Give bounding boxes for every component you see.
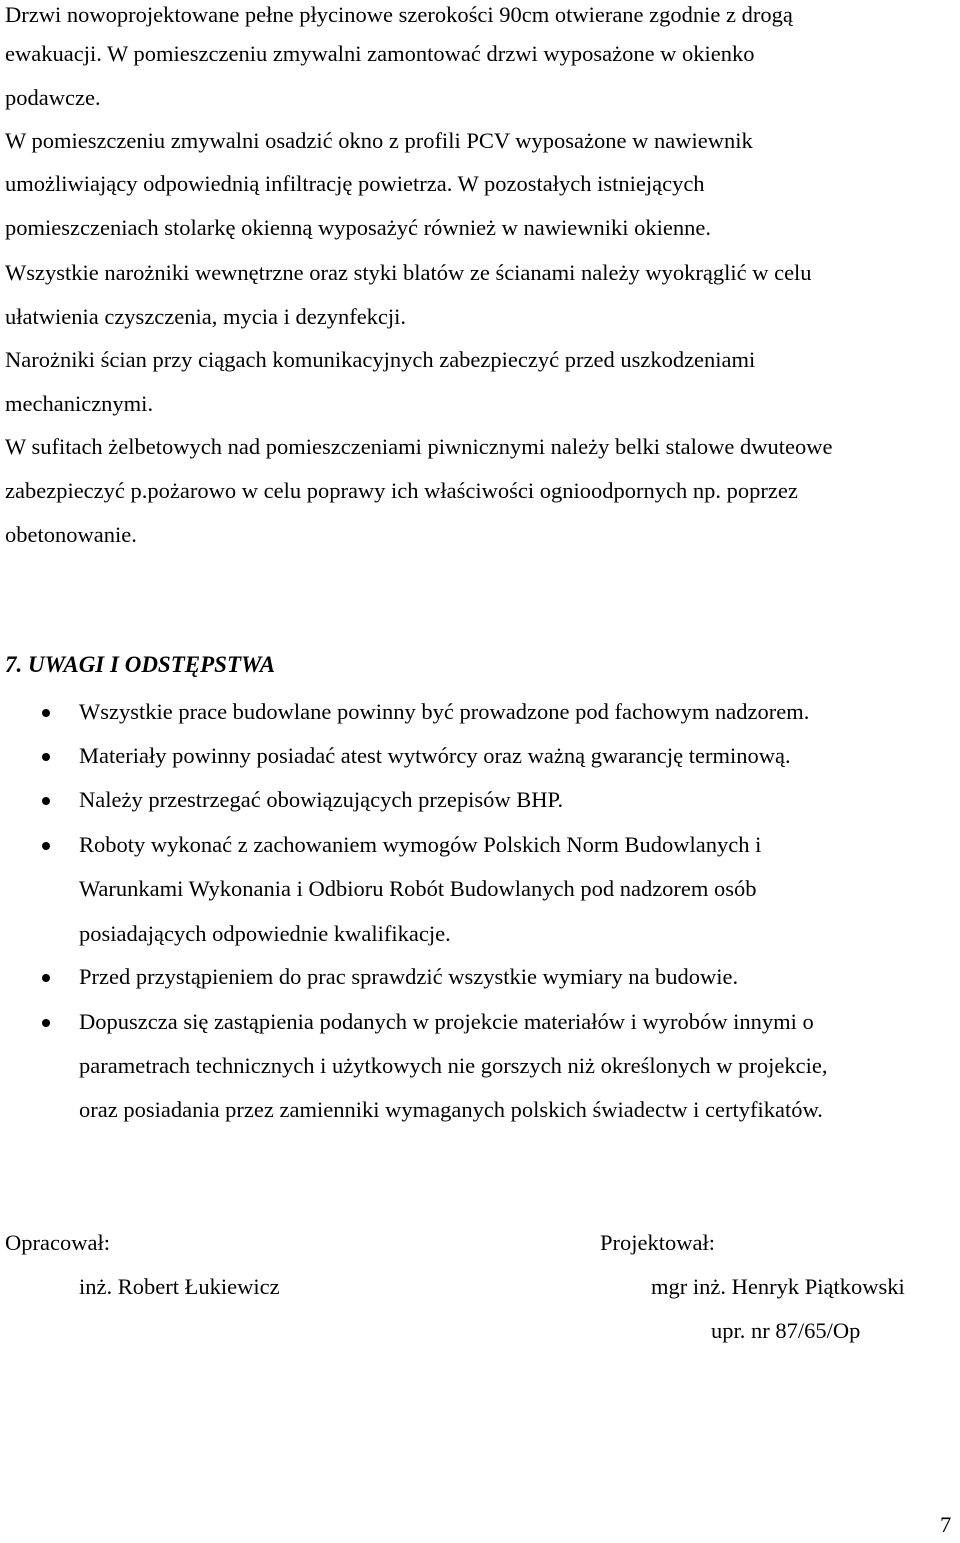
bullet-item-line: Roboty wykonać z zachowaniem wymogów Polskich Norm Budowlanych i — [79, 832, 762, 857]
bullet-icon — [42, 797, 50, 805]
license-number: upr. nr 87/65/Op — [711, 1318, 861, 1343]
prepared-by-name: inż. Robert Łukiewicz — [79, 1274, 280, 1299]
section-heading: 7. UWAGI I ODSTĘPSTWA — [5, 652, 276, 677]
paragraph-line: Narożniki ścian przy ciągach komunikacyjnych zabezpieczyć przed uszkodzeniami — [5, 347, 756, 372]
paragraph-line: mechanicznymi. — [5, 391, 154, 416]
paragraph-line: Drzwi nowoprojektowane pełne płycinowe szerokości 90cm otwierane zgodnie z drogą — [5, 2, 793, 27]
bullet-icon — [42, 842, 50, 850]
paragraph-line: umożliwiający odpowiednią infiltrację powietrza. W pozostałych istniejących — [5, 171, 705, 196]
bullet-item-line: Dopuszcza się zastąpienia podanych w projekcie materiałów i wyrobów innymi o — [79, 1009, 814, 1034]
paragraph-line: W pomieszczeniu zmywalni osadzić okno z profili PCV wyposażone w nawiewnik — [5, 128, 753, 153]
bullet-item-line: posiadających odpowiednie kwalifikacje. — [79, 921, 451, 946]
bullet-item-line: Przed przystąpieniem do prac sprawdzić wszystkie wymiary na budowie. — [79, 964, 739, 989]
bullet-icon — [42, 974, 50, 982]
bullet-item-line: Wszystkie prace budowlane powinny być prowadzone pod fachowym nadzorem. — [79, 699, 810, 724]
paragraph-line: ewakuacji. W pomieszczeniu zmywalni zamontować drzwi wyposażone w okienko — [5, 41, 755, 66]
paragraph-line: obetonowanie. — [5, 522, 137, 547]
bullet-item-line: Należy przestrzegać obowiązujących przepisów BHP. — [79, 787, 564, 812]
paragraph-line: Wszystkie narożniki wewnętrzne oraz styki blatów ze ścianami należy wyokrąglić w celu — [5, 260, 812, 285]
paragraph-line: zabezpieczyć p.pożarowo w celu poprawy ich właściwości ognioodpornych np. poprzez — [5, 478, 798, 503]
bullet-item-line: Warunkami Wykonania i Odbioru Robót Budowlanych pod nadzorem osób — [79, 876, 757, 901]
bullet-icon — [42, 1019, 50, 1027]
paragraph-line: pomieszczeniach stolarkę okienną wyposażyć również w nawiewniki okienne. — [5, 215, 711, 240]
page-number: 7 — [940, 1512, 952, 1537]
designed-by-name: mgr inż. Henryk Piątkowski — [651, 1274, 905, 1299]
designed-by-label: Projektował: — [600, 1230, 715, 1255]
bullet-icon — [42, 753, 50, 761]
bullet-item-line: Materiały powinny posiadać atest wytwórcy oraz ważną gwarancję terminową. — [79, 743, 791, 768]
paragraph-line: ułatwienia czyszczenia, mycia i dezynfekcji. — [5, 304, 407, 329]
bullet-icon — [42, 709, 50, 717]
paragraph-line: podawcze. — [5, 85, 101, 110]
paragraph-line: W sufitach żelbetowych nad pomieszczeniami piwnicznymi należy belki stalowe dwuteowe — [5, 434, 833, 459]
bullet-item-line: parametrach technicznych i użytkowych nie gorszych niż określonych w projekcie, — [79, 1053, 828, 1078]
bullet-item-line: oraz posiadania przez zamienniki wymaganych polskich świadectw i certyfikatów. — [79, 1097, 823, 1122]
prepared-by-label: Opracował: — [5, 1230, 110, 1255]
